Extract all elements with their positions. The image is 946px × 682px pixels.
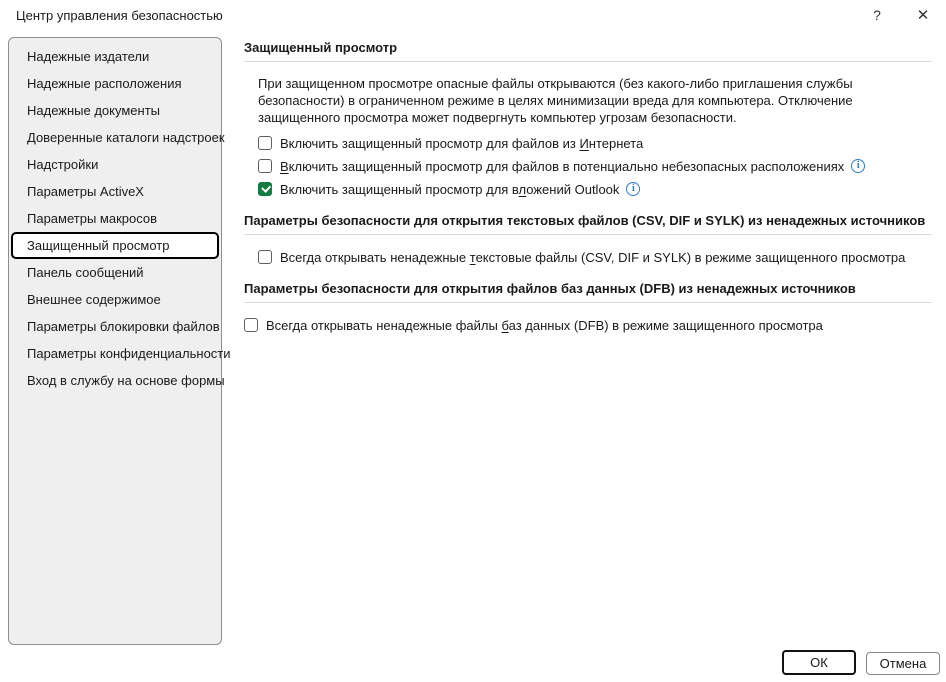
- cancel-button[interactable]: Отмена: [866, 652, 940, 675]
- checkbox-unsafe-locations[interactable]: [258, 159, 272, 173]
- checkbox-label: Всегда открывать ненадежные файлы баз данных (DFB) в режиме защищенного просмотра: [266, 317, 823, 333]
- checkbox-row-outlook-attachments[interactable]: [258, 181, 932, 197]
- sidebar-item-trusted-documents[interactable]: Надежные документы: [27, 103, 160, 118]
- protected-view-settings-panel: [244, 40, 932, 333]
- checkbox-label: Всегда открывать ненадежные текстовые файлы (CSV, DIF и SYLK) в режиме защищенного просмотра: [280, 249, 906, 265]
- checkbox-row-internet-files[interactable]: [258, 135, 932, 151]
- info-icon[interactable]: i: [626, 182, 640, 196]
- section-divider: [244, 61, 932, 62]
- dialog-title: Центр управления безопасностью: [16, 8, 223, 23]
- checkbox-label: Включить защищенный просмотр для вложений Outlook: [280, 181, 620, 197]
- sidebar-item-macro-settings[interactable]: Параметры макросов: [27, 211, 158, 226]
- checkbox-internet-files[interactable]: [258, 136, 272, 150]
- checkbox-text-files[interactable]: [258, 250, 272, 264]
- section-heading-database-files: Параметры безопасности для открытия файлов баз данных (DFB) из ненадежных источников: [244, 281, 856, 296]
- sidebar-item-message-bar[interactable]: Панель сообщений: [27, 265, 144, 280]
- checkbox-row-database-files[interactable]: [244, 317, 932, 333]
- checkbox-database-files[interactable]: [244, 318, 258, 332]
- sidebar-item-trusted-addin-catalogs[interactable]: Доверенные каталоги надстроек: [27, 130, 225, 145]
- sidebar-item-form-based-signin[interactable]: Вход в службу на основе формы: [27, 373, 225, 388]
- protected-view-description: При защищенном просмотре опасные файлы открываются (без какого-либо приглашения службы безопасности) в ограниченном режиме в целях минимизации вреда для компьютера. Отключение защищенного просмотра может подвергнуть компьютер угрозам безопасности.: [258, 76, 853, 125]
- close-icon[interactable]: ✕: [906, 2, 940, 28]
- sidebar-item-trusted-publishers[interactable]: Надежные издатели: [27, 49, 150, 64]
- info-icon[interactable]: i: [851, 159, 865, 173]
- help-icon[interactable]: ?: [860, 2, 894, 28]
- trust-center-sidebar: [8, 37, 231, 645]
- section-heading-text-files: Параметры безопасности для открытия текстовых файлов (CSV, DIF и SYLK) из ненадежных источников: [244, 213, 926, 228]
- sidebar-item-trusted-locations[interactable]: Надежные расположения: [27, 76, 182, 91]
- checkbox-row-unsafe-locations[interactable]: [258, 158, 932, 174]
- sidebar-item-file-block-settings[interactable]: Параметры блокировки файлов: [27, 319, 220, 334]
- checkbox-label: Включить защищенный просмотр для файлов из Интернета: [280, 135, 644, 151]
- sidebar-item-addins[interactable]: Надстройки: [27, 157, 99, 172]
- sidebar-item-privacy-options[interactable]: Параметры конфиденциальности: [27, 346, 231, 361]
- ok-button[interactable]: ОК: [782, 650, 856, 675]
- checkbox-outlook-attachments[interactable]: [258, 182, 272, 196]
- checkbox-label: Включить защищенный просмотр для файлов в потенциально небезопасных расположениях: [280, 158, 845, 174]
- sidebar-item-protected-view[interactable]: Защищенный просмотр: [11, 232, 219, 259]
- section-divider: [244, 302, 932, 303]
- section-divider: [244, 234, 932, 235]
- sidebar-item-activex-settings[interactable]: Параметры ActiveX: [27, 184, 144, 199]
- sidebar-item-external-content[interactable]: Внешнее содержимое: [27, 292, 161, 307]
- checkbox-row-text-files[interactable]: [258, 249, 932, 265]
- section-heading-protected-view: Защищенный просмотр: [244, 40, 398, 55]
